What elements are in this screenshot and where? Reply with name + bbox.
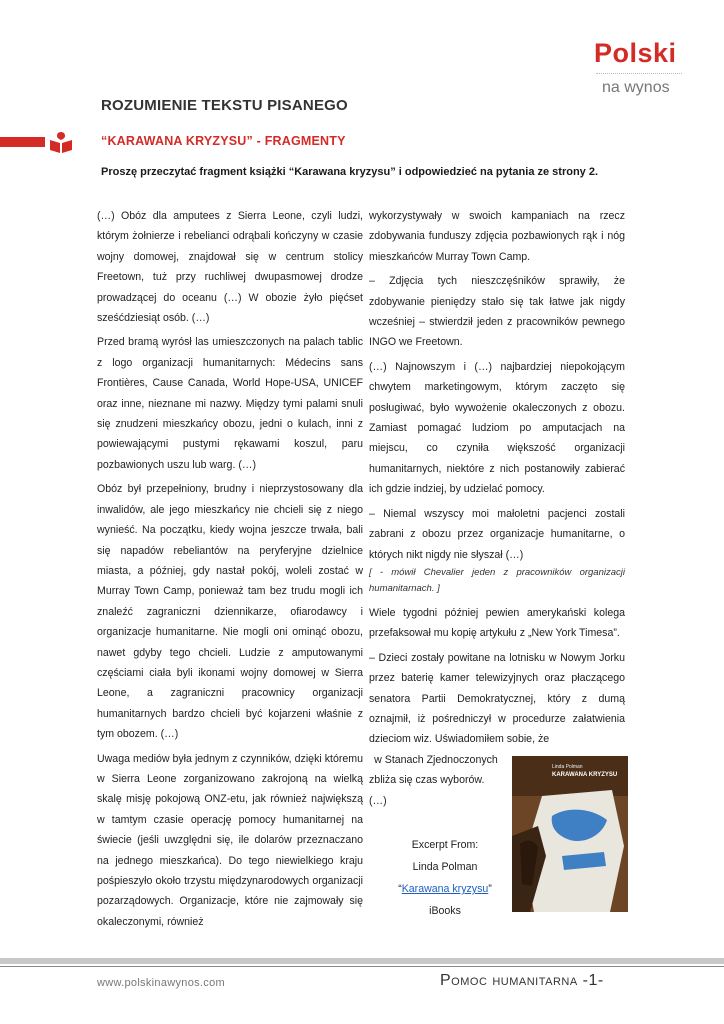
- paragraph-tail-line: zbliża się czas wyborów.: [369, 774, 485, 787]
- footer-website: www.polskinawynos.com: [97, 977, 225, 989]
- paragraph: Uwaga mediów była jednym z czynników, dzięki któremu w Sierra Leone zorganizowano zakrojoną na wielką skalę misję pokojową ONZ-etu, jak również największą w tamtym czasie operację pomocy humanitarnej na świecie (jeśli uwzględni się, ile dolarów przeznaczano na jednego mieszkańca). Do tego niewielkiego kraju pośpieszyło około trzystu międzynarodowych organizacji pozarządowych. Organizacje, które nie zajmowały się okaleczonymi, również: [97, 752, 363, 928]
- task-instruction: Proszę przeczytać fragment książki “Karawana kryzysu” i odpowiedzieć na pytania ze strony 2.: [101, 166, 599, 178]
- paragraph: wykorzystywały w swoich kampaniach na rzecz zdobywania funduszy zdjęcia pozbawionych rąk i nóg mieszkańców Murray Town Camp.: [369, 210, 625, 263]
- paragraph: [369, 504, 625, 565]
- section-subtitle: “KARAWANA KRYZYSU” - FRAGMENTY: [101, 134, 346, 148]
- paragraph-tail-line: (…): [369, 794, 387, 807]
- paragraph: – Zdjęcia tych nieszczęśników sprawiły, że zdobywanie pieniędzy stało się tak łatwe jak nigdy wcześniej – stwierdził jeden z pracowników pewnego INGO we Freetown.: [369, 275, 625, 349]
- paragraph: Obóz był przepełniony, brudny i nieprzystosowany dla inwalidów, ale jego mieszkańcy nie chcieli się z niego wynieść. Na początku, kiedy wojna jeszcze trwała, bali się napadów rebeliantów na peryferyjne dzielnice miasta, a później, gdy nastał pokój, woleli zostać w Murray Town Camp, ponieważ tam bez trudu mogli ich znaleźć zagraniczni dziennikarze, ofiarodawcy i organizacje humanitarne. Nie mogli oni ominąć obozu, nawet gdyby tego chcieli. Ludzie z amputowanymi częściami ciała byli ikonami wojny domowej w Sierra Leone, a zagraniczni pracownicy organizacji humanitarnych bardzo chcieli być kojarzeni właśnie z tym obozem. (…): [97, 483, 363, 741]
- footer-page-label: [440, 972, 604, 990]
- text-column-left: [97, 206, 363, 936]
- brand-logo: [592, 40, 688, 100]
- book-title-link[interactable]: Karawana kryzysu: [401, 883, 489, 895]
- excerpt-publisher: iBooks: [429, 905, 461, 917]
- footer-page-text: Pomoc humanitarna -1-: [440, 972, 604, 989]
- logo-divider: [596, 73, 682, 74]
- paragraph-tail-line: w Stanach Zjednoczonych: [374, 753, 498, 766]
- paragraph: [369, 648, 625, 750]
- book-icon: [49, 130, 73, 154]
- cover-author: Linda Polman: [552, 764, 583, 770]
- quote-text: – Niemal wszyscy moi małoletni pacjenci zostali zabrani z obozu przez organizacje humanitarne, o których nikt nigdy nie słyszał (…): [369, 507, 625, 561]
- paragraph: (…) Obóz dla amputees z Sierra Leone, czyli ludzi, którym żołnierze i rebelianci odrąbali kończyny w czasie wojny domowej, znajdował się w centrum stolicy Freetown, tuż przy ruchliwej dwupasmowej drodze prowadzącej do oceanu (…) W obozie żyło pięćset sześćdziesiąt osób. (…): [97, 210, 363, 325]
- quote-mark: “: [398, 883, 402, 895]
- text-column-right: [369, 206, 625, 811]
- page-title: ROZUMIENIE TEKSTU PISANEGO: [101, 97, 348, 114]
- excerpt-source: [390, 834, 500, 922]
- footer-rule: [0, 966, 724, 967]
- accent-bar: [0, 137, 45, 147]
- paragraph: (…) Najnowszym i (…) najbardziej niepokojącym chwytem marketingowym, którym zaczęto się posługiwać, było wywożenie okaleczonych z obozu. Zamiast pomagać ludziom po amputacjach na miejscu, co czyniła większość organizacji humanitarnych, niektóre z nich postanowiły zabierać ich gdzie indziej, by udzielać pomocy.: [369, 360, 625, 496]
- paragraph-tail: [369, 750, 503, 811]
- brand-tagline: na wynos: [602, 79, 670, 96]
- brand-name: Polski: [594, 38, 677, 68]
- paragraph: Przed bramą wyrósł las umieszczonych na palach tablic z logo organizacji humanitarnych: Médecins sans Frontières, Cause Canada, World Hope-USA, UNICEF oraz inne, nieznane mi nazwy. Między tymi palami snuli się znudzeni mieszkańcy obozu, jedni o kulach, inni z powiewającymi pustymi rękawami koszul, paru pozbawionych uszu lub warg. (…): [97, 336, 363, 471]
- book-cover-illustration: [512, 756, 628, 912]
- cover-title: KARAWANA KRYZYSU: [552, 772, 618, 778]
- excerpt-label: Excerpt From:: [411, 839, 479, 851]
- paragraph: Wiele tygodni później pewien amerykański kolega przefaksował mu kopię artykułu z „New York Timesa”.: [369, 606, 625, 640]
- excerpt-title-line: [390, 878, 500, 900]
- paragraph-text: – Dzieci zostały powitane na lotnisku w Nowym Jorku przez baterię kamer telewizyjnych oraz płaczącego senatora Partii Demokratycznej, który z dumą oznajmił, iż pośredniczył w procedurze załatwienia dzieciom wiz. Uświadomiłem sobie, że: [369, 651, 625, 746]
- book-cover-image: [512, 756, 628, 912]
- section-marker: [0, 130, 80, 154]
- excerpt-author: Linda Polman: [412, 861, 478, 873]
- footer-band: [0, 958, 724, 964]
- quote-attribution: [ - mówił Chevalier jeden z pracowników organizacji humanitarnach. ]: [369, 566, 625, 594]
- quote-mark: ”: [488, 883, 492, 895]
